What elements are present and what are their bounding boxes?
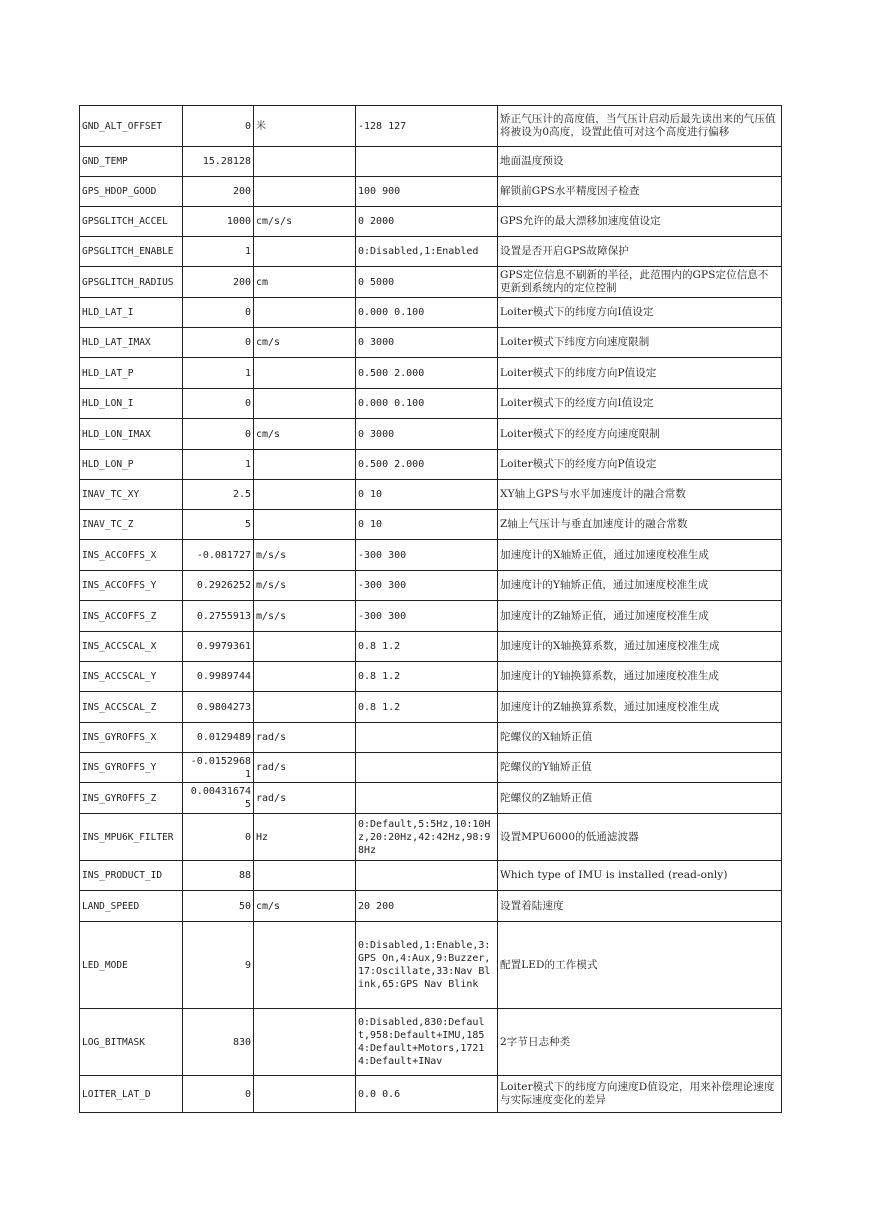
- param-name-cell: INS_ACCOFFS_Y: [80, 571, 183, 601]
- param-range-cell: 0.500 2.000: [356, 450, 498, 480]
- param-description-cell: 设置MPU6000的低通滤波器: [498, 814, 782, 861]
- parameter-table-body: [80, 106, 782, 1113]
- param-range-cell: 0:Default,5:5Hz,10:10Hz,20:20Hz,42:42Hz,98:98Hz: [356, 814, 498, 861]
- param-value-cell: 0.9979361: [183, 632, 254, 662]
- param-unit-cell: rad/s: [254, 723, 356, 753]
- param-unit-cell: m/s/s: [254, 540, 356, 571]
- param-description-cell: Loiter模式下的经度方向速度限制: [498, 419, 782, 450]
- param-range-cell: 20 200: [356, 891, 498, 922]
- param-description-cell: GPS定位信息不刷新的半径，此范围内的GPS定位信息不更新到系统内的定位控制: [498, 267, 782, 298]
- param-value-cell: 0: [183, 298, 254, 328]
- param-description-cell: 2字节日志种类: [498, 1009, 782, 1076]
- param-unit-cell: Hz: [254, 814, 356, 861]
- param-unit-cell: cm/s: [254, 891, 356, 922]
- table-row: [80, 328, 782, 358]
- table-row: [80, 389, 782, 419]
- param-description-cell: 加速度计的Z轴换算系数，通过加速度校准生成: [498, 692, 782, 723]
- param-unit-cell: cm: [254, 267, 356, 298]
- param-description-cell: Which type of IMU is installed (read-only): [498, 861, 782, 891]
- param-value-cell: 1: [183, 450, 254, 480]
- table-row: [80, 814, 782, 861]
- param-unit-cell: [254, 147, 356, 177]
- param-range-cell: 100 900: [356, 177, 498, 207]
- param-name-cell: INAV_TC_XY: [80, 480, 183, 510]
- param-description-cell: 设置着陆速度: [498, 891, 782, 922]
- param-name-cell: LAND_SPEED: [80, 891, 183, 922]
- param-range-cell: [356, 753, 498, 783]
- param-range-cell: 0 3000: [356, 328, 498, 358]
- param-range-cell: 0 10: [356, 510, 498, 540]
- param-description-cell: XY轴上GPS与水平加速度计的融合常数: [498, 480, 782, 510]
- table-row: [80, 419, 782, 450]
- param-value-cell: 0.2755913: [183, 601, 254, 632]
- param-name-cell: INS_ACCSCAL_X: [80, 632, 183, 662]
- table-row: [80, 207, 782, 237]
- param-name-cell: INS_ACCOFFS_X: [80, 540, 183, 571]
- param-name-cell: GPSGLITCH_RADIUS: [80, 267, 183, 298]
- param-name-cell: HLD_LON_IMAX: [80, 419, 183, 450]
- param-name-cell: LOG_BITMASK: [80, 1009, 183, 1076]
- param-description-cell: Loiter模式下的经度方向P值设定: [498, 450, 782, 480]
- param-range-cell: 0.000 0.100: [356, 298, 498, 328]
- param-description-cell: 加速度计的X轴矫正值，通过加速度校准生成: [498, 540, 782, 571]
- param-value-cell: 1: [183, 358, 254, 389]
- param-name-cell: GPSGLITCH_ACCEL: [80, 207, 183, 237]
- table-row: [80, 601, 782, 632]
- table-row: [80, 692, 782, 723]
- param-range-cell: -128 127: [356, 106, 498, 147]
- param-name-cell: INS_GYROFFS_X: [80, 723, 183, 753]
- param-unit-cell: [254, 922, 356, 1009]
- table-row: [80, 723, 782, 753]
- param-name-cell: INS_MPU6K_FILTER: [80, 814, 183, 861]
- param-name-cell: HLD_LON_P: [80, 450, 183, 480]
- param-description-cell: Loiter模式下的经度方向I值设定: [498, 389, 782, 419]
- param-value-cell: 88: [183, 861, 254, 891]
- param-description-cell: 加速度计的Y轴换算系数，通过加速度校准生成: [498, 662, 782, 692]
- parameter-table: [79, 105, 782, 1113]
- param-unit-cell: cm/s: [254, 328, 356, 358]
- param-value-cell: 200: [183, 267, 254, 298]
- param-name-cell: HLD_LAT_IMAX: [80, 328, 183, 358]
- param-value-cell: 0: [183, 328, 254, 358]
- param-value-cell: 2.5: [183, 480, 254, 510]
- param-unit-cell: [254, 237, 356, 267]
- param-value-cell: 200: [183, 177, 254, 207]
- param-description-cell: 加速度计的Z轴矫正值，通过加速度校准生成: [498, 601, 782, 632]
- param-unit-cell: [254, 1009, 356, 1076]
- param-value-cell: 830: [183, 1009, 254, 1076]
- param-description-cell: 地面温度预设: [498, 147, 782, 177]
- table-row: [80, 922, 782, 1009]
- table-row: [80, 540, 782, 571]
- param-range-cell: 0.0 0.6: [356, 1076, 498, 1113]
- table-row: [80, 267, 782, 298]
- param-range-cell: 0.000 0.100: [356, 389, 498, 419]
- table-row: [80, 177, 782, 207]
- param-range-cell: 0 10: [356, 480, 498, 510]
- param-range-cell: 0.8 1.2: [356, 692, 498, 723]
- table-row: [80, 450, 782, 480]
- param-description-cell: 矫正气压计的高度值，当气压计启动后最先读出来的气压值将被设为0高度，设置此值可对这个高度进行偏移: [498, 106, 782, 147]
- table-row: [80, 662, 782, 692]
- param-description-cell: Z轴上气压计与垂直加速度计的融合常数: [498, 510, 782, 540]
- param-range-cell: 0 5000: [356, 267, 498, 298]
- param-unit-cell: 米: [254, 106, 356, 147]
- table-row: [80, 753, 782, 783]
- param-range-cell: 0.8 1.2: [356, 662, 498, 692]
- table-row: [80, 480, 782, 510]
- param-value-cell: 0.0129489: [183, 723, 254, 753]
- param-name-cell: INS_ACCSCAL_Z: [80, 692, 183, 723]
- param-unit-cell: [254, 298, 356, 328]
- param-range-cell: -300 300: [356, 540, 498, 571]
- param-name-cell: HLD_LAT_I: [80, 298, 183, 328]
- param-description-cell: 陀螺仪的Z轴矫正值: [498, 783, 782, 814]
- param-value-cell: 50: [183, 891, 254, 922]
- param-range-cell: [356, 783, 498, 814]
- param-value-cell: 0: [183, 389, 254, 419]
- param-range-cell: 0.500 2.000: [356, 358, 498, 389]
- param-range-cell: 0 3000: [356, 419, 498, 450]
- table-row: [80, 632, 782, 662]
- param-description-cell: 设置是否开启GPS故障保护: [498, 237, 782, 267]
- param-name-cell: GND_ALT_OFFSET: [80, 106, 183, 147]
- param-name-cell: GPSGLITCH_ENABLE: [80, 237, 183, 267]
- param-description-cell: Loiter模式下纬度方向速度限制: [498, 328, 782, 358]
- param-value-cell: 0.9804273: [183, 692, 254, 723]
- param-value-cell: 0: [183, 419, 254, 450]
- param-unit-cell: [254, 510, 356, 540]
- param-unit-cell: [254, 389, 356, 419]
- param-value-cell: 0: [183, 106, 254, 147]
- param-unit-cell: [254, 177, 356, 207]
- param-name-cell: HLD_LON_I: [80, 389, 183, 419]
- param-range-cell: 0:Disabled,1:Enable,3:GPS On,4:Aux,9:Buzzer,17:Oscillate,33:Nav Blink,65:GPS Nav Blink: [356, 922, 498, 1009]
- table-row: [80, 237, 782, 267]
- param-name-cell: LOITER_LAT_D: [80, 1076, 183, 1113]
- param-value-cell: 1000: [183, 207, 254, 237]
- param-range-cell: [356, 723, 498, 753]
- param-description-cell: GPS允许的最大漂移加速度值设定: [498, 207, 782, 237]
- param-value-cell: 9: [183, 922, 254, 1009]
- param-range-cell: 0 2000: [356, 207, 498, 237]
- param-unit-cell: m/s/s: [254, 571, 356, 601]
- table-row: [80, 861, 782, 891]
- param-unit-cell: [254, 1076, 356, 1113]
- param-description-cell: Loiter模式下的纬度方向I值设定: [498, 298, 782, 328]
- table-row: [80, 1009, 782, 1076]
- param-name-cell: INS_GYROFFS_Z: [80, 783, 183, 814]
- table-row: [80, 783, 782, 814]
- param-description-cell: 配置LED的工作模式: [498, 922, 782, 1009]
- table-row: [80, 1076, 782, 1113]
- param-range-cell: -300 300: [356, 601, 498, 632]
- param-unit-cell: [254, 450, 356, 480]
- param-unit-cell: rad/s: [254, 753, 356, 783]
- param-value-cell: 0.9989744: [183, 662, 254, 692]
- param-unit-cell: rad/s: [254, 783, 356, 814]
- param-name-cell: INS_ACCOFFS_Z: [80, 601, 183, 632]
- param-name-cell: HLD_LAT_P: [80, 358, 183, 389]
- table-row: [80, 891, 782, 922]
- param-description-cell: 加速度计的X轴换算系数，通过加速度校准生成: [498, 632, 782, 662]
- param-unit-cell: [254, 480, 356, 510]
- table-row: [80, 298, 782, 328]
- param-value-cell: 0.004316745: [183, 783, 254, 814]
- param-unit-cell: cm/s: [254, 419, 356, 450]
- param-description-cell: 加速度计的Y轴矫正值，通过加速度校准生成: [498, 571, 782, 601]
- param-unit-cell: [254, 692, 356, 723]
- param-range-cell: [356, 147, 498, 177]
- table-row: [80, 510, 782, 540]
- param-name-cell: GND_TEMP: [80, 147, 183, 177]
- param-unit-cell: cm/s/s: [254, 207, 356, 237]
- param-unit-cell: [254, 662, 356, 692]
- param-description-cell: 陀螺仪的X轴矫正值: [498, 723, 782, 753]
- param-range-cell: [356, 861, 498, 891]
- param-range-cell: 0.8 1.2: [356, 632, 498, 662]
- param-value-cell: 1: [183, 237, 254, 267]
- param-name-cell: INAV_TC_Z: [80, 510, 183, 540]
- param-value-cell: -0.081727: [183, 540, 254, 571]
- param-unit-cell: [254, 632, 356, 662]
- param-description-cell: 解锁前GPS水平精度因子检查: [498, 177, 782, 207]
- table-row: [80, 106, 782, 147]
- param-unit-cell: m/s/s: [254, 601, 356, 632]
- param-name-cell: INS_GYROFFS_Y: [80, 753, 183, 783]
- param-name-cell: INS_PRODUCT_ID: [80, 861, 183, 891]
- param-unit-cell: [254, 358, 356, 389]
- param-description-cell: Loiter模式下的纬度方向速度D值设定，用来补偿理论速度与实际速度变化的差异: [498, 1076, 782, 1113]
- param-name-cell: INS_ACCSCAL_Y: [80, 662, 183, 692]
- param-value-cell: 5: [183, 510, 254, 540]
- param-description-cell: 陀螺仪的Y轴矫正值: [498, 753, 782, 783]
- param-value-cell: 0.2926252: [183, 571, 254, 601]
- param-description-cell: Loiter模式下的纬度方向P值设定: [498, 358, 782, 389]
- param-value-cell: -0.01529681: [183, 753, 254, 783]
- param-value-cell: 0: [183, 814, 254, 861]
- param-range-cell: 0:Disabled,1:Enabled: [356, 237, 498, 267]
- param-value-cell: 0: [183, 1076, 254, 1113]
- param-range-cell: 0:Disabled,830:Default,958:Default+IMU,1854:Default+Motors,17214:Default+INav: [356, 1009, 498, 1076]
- table-row: [80, 358, 782, 389]
- param-name-cell: LED_MODE: [80, 922, 183, 1009]
- table-row: [80, 571, 782, 601]
- param-range-cell: -300 300: [356, 571, 498, 601]
- param-value-cell: 15.28128: [183, 147, 254, 177]
- param-name-cell: GPS_HDOP_GOOD: [80, 177, 183, 207]
- table-row: [80, 147, 782, 177]
- param-unit-cell: [254, 861, 356, 891]
